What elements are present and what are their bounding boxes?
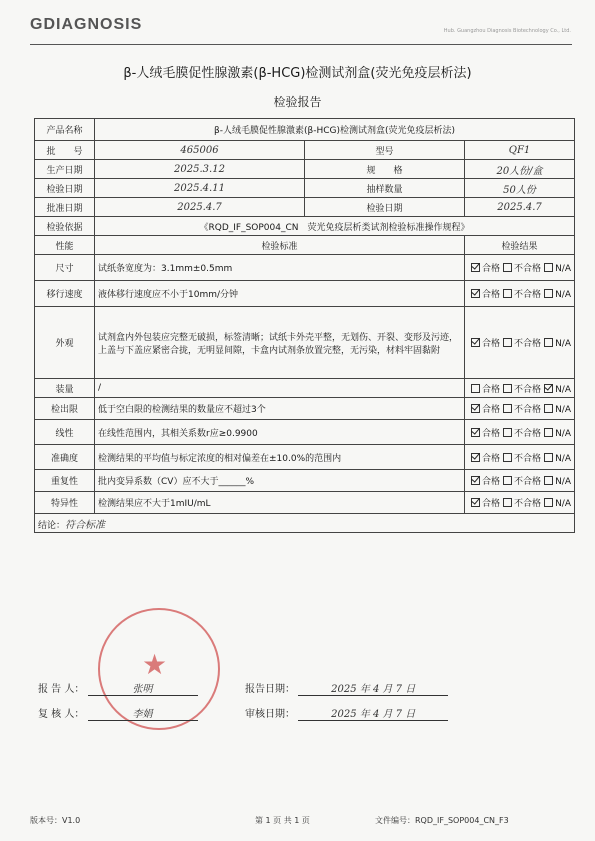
product-name-row <box>35 119 575 141</box>
result-standard: 检测结果应不大于1mIU/mL <box>95 492 465 514</box>
result-checkboxes <box>465 420 575 445</box>
review-date-value: 2025 年 4 月 7 日 <box>298 705 448 721</box>
inspect-date-row <box>35 179 575 198</box>
standard-header: 检验标准 <box>95 236 465 255</box>
reporter-signature: 张明 <box>88 680 198 696</box>
na-checkbox-label: N/A <box>555 428 571 439</box>
pass-checkbox-label: 合格 <box>482 499 501 509</box>
prod-date-label: 生产日期 <box>35 160 95 179</box>
fail-checkbox[interactable] <box>503 476 512 485</box>
fail-checkbox[interactable] <box>503 289 512 298</box>
na-checkbox-label: N/A <box>555 264 571 274</box>
result-standard: / <box>95 379 465 398</box>
result-item: 尺寸 <box>35 255 95 281</box>
result-checkboxes <box>465 281 575 307</box>
batch-value: 465006 <box>95 141 305 160</box>
report-date-value: 2025 年 4 月 7 日 <box>298 680 448 696</box>
spec-label: 规 格 <box>305 160 465 179</box>
na-checkbox-label: N/A <box>555 499 571 509</box>
batch-row <box>35 141 575 160</box>
results-header-row <box>35 236 575 255</box>
result-item: 外观 <box>35 307 95 379</box>
reviewer-signature: 李娟 <box>88 705 198 721</box>
pass-checkbox[interactable] <box>471 453 480 462</box>
reviewer-label: 复 核 人： <box>38 709 85 720</box>
reporter-label: 报 告 人： <box>38 684 85 695</box>
fail-checkbox[interactable] <box>503 498 512 507</box>
company-name-en: Hub. Guangzhou Diagnosis Biotechnology Co., Ltd. <box>443 28 571 34</box>
review-date-line <box>245 705 448 721</box>
fail-checkbox-label: 不合格 <box>514 339 542 349</box>
result-checkboxes <box>465 492 575 514</box>
pass-checkbox-label: 合格 <box>482 477 501 487</box>
fail-checkbox[interactable] <box>503 338 512 347</box>
fail-checkbox-label: 不合格 <box>514 384 542 395</box>
inspect-date-value: 2025.4.11 <box>95 179 305 198</box>
fail-checkbox[interactable] <box>503 404 512 413</box>
fail-checkbox[interactable] <box>503 384 512 393</box>
fail-checkbox-label: 不合格 <box>514 477 542 487</box>
result-checkboxes <box>465 470 575 492</box>
result-checkboxes <box>465 379 575 398</box>
na-checkbox[interactable] <box>544 404 553 413</box>
na-checkbox[interactable] <box>544 453 553 462</box>
na-checkbox[interactable] <box>544 338 553 347</box>
inspection-table <box>34 118 575 533</box>
result-item: 特异性 <box>35 492 95 514</box>
sample-qty-value: 50人份 <box>465 179 575 198</box>
result-row <box>35 379 575 398</box>
result-standard: 在线性范围内，其相关系数r应≥0.9900 <box>95 420 465 445</box>
fail-checkbox[interactable] <box>503 453 512 462</box>
fail-checkbox-label: 不合格 <box>514 453 542 464</box>
conclusion-value: 符合标准 <box>65 519 106 531</box>
basis-value: 《RQD_IF_SOP004_CN 荧光免疫层析类试剂检验标准操作规程》 <box>95 217 575 236</box>
expiry-value: 2025.4.7 <box>95 198 305 217</box>
inspect-date-label: 检验日期 <box>35 179 95 198</box>
report-date-label: 报告日期： <box>245 684 295 695</box>
seal-star-icon: ★ <box>142 648 168 681</box>
result-standard: 试纸条宽度为：3.1mm±0.5mm <box>95 255 465 281</box>
na-checkbox[interactable] <box>544 498 553 507</box>
result-standard: 检测结果的平均值与标定浓度的相对偏差在±10.0%的范围内 <box>95 445 465 470</box>
fail-checkbox-label: 不合格 <box>514 499 542 509</box>
product-name-label: 产品名称 <box>35 119 95 141</box>
result-checkboxes <box>465 255 575 281</box>
result-row <box>35 420 575 445</box>
fail-checkbox-label: 不合格 <box>514 405 542 415</box>
result-standard: 试剂盒内外包装应完整无破损，标签清晰；试纸卡外壳平整，无划伤、开裂、变形及污迹，上盖与下盖应紧密合拢，无明显间隙，卡盒内试剂条放置完整，无污染，材料牢固黏附 <box>95 307 465 379</box>
pass-checkbox-label: 合格 <box>482 405 501 415</box>
na-checkbox[interactable] <box>544 476 553 485</box>
result-row <box>35 470 575 492</box>
fail-checkbox-label: 不合格 <box>514 428 542 439</box>
document-number: 文件编号：RQD_IF_SOP004_CN_F3 <box>375 816 509 825</box>
spec-value: 20人份/盒 <box>465 160 575 179</box>
reviewer-line <box>38 705 198 721</box>
result-item: 线性 <box>35 420 95 445</box>
na-checkbox-label: N/A <box>555 384 571 395</box>
conclusion-cell <box>35 514 575 533</box>
result-standard: 批内变异系数（CV）应不大于______% <box>95 470 465 492</box>
batch-label: 批 号 <box>35 141 95 160</box>
pass-checkbox[interactable] <box>471 289 480 298</box>
pass-checkbox-label: 合格 <box>482 290 501 300</box>
na-checkbox[interactable] <box>544 384 553 393</box>
result-checkboxes <box>465 445 575 470</box>
result-row <box>35 307 575 379</box>
result-item: 重复性 <box>35 470 95 492</box>
result-standard: 液体移行速度应不小于10mm/分钟 <box>95 281 465 307</box>
fail-checkbox[interactable] <box>503 263 512 272</box>
result-header: 检验结果 <box>465 236 575 255</box>
result-row <box>35 492 575 514</box>
product-name-value: β-人绒毛膜促性腺激素(β-HCG)检测试剂盒(荧光免疫层析法) <box>95 119 575 141</box>
prod-date-value: 2025.3.12 <box>95 160 305 179</box>
na-checkbox-label: N/A <box>555 339 571 349</box>
na-checkbox[interactable] <box>544 428 553 437</box>
item-header: 性能 <box>35 236 95 255</box>
result-standard: 低于空白限的检测结果的数量应不超过3个 <box>95 398 465 420</box>
result-row <box>35 255 575 281</box>
check-date-value: 2025.4.7 <box>465 198 575 217</box>
na-checkbox-label: N/A <box>555 405 571 415</box>
pass-checkbox-label: 合格 <box>482 264 501 274</box>
pass-checkbox[interactable] <box>471 263 480 272</box>
result-checkboxes <box>465 307 575 379</box>
result-checkboxes <box>465 398 575 420</box>
document-title: β-人绒毛膜促性腺激素(β-HCG)检测试剂盒(荧光免疫层析法) <box>123 66 472 81</box>
report-date-line <box>245 680 448 696</box>
fail-checkbox-label: 不合格 <box>514 290 542 300</box>
page-number: 第 1 页 共 1 页 <box>255 816 310 825</box>
report-subtitle: 检验报告 <box>273 95 322 109</box>
basis-label: 检验依据 <box>35 217 95 236</box>
result-row <box>35 281 575 307</box>
result-item: 检出限 <box>35 398 95 420</box>
review-date-label: 审核日期： <box>245 709 295 720</box>
na-checkbox-label: N/A <box>555 477 571 487</box>
pass-checkbox-label: 合格 <box>482 453 501 464</box>
fail-checkbox[interactable] <box>503 428 512 437</box>
na-checkbox-label: N/A <box>555 290 571 300</box>
result-item: 移行速度 <box>35 281 95 307</box>
fail-checkbox-label: 不合格 <box>514 264 542 274</box>
pass-checkbox[interactable] <box>471 384 480 393</box>
na-checkbox-label: N/A <box>555 453 571 464</box>
sample-qty-label: 抽样数量 <box>305 179 465 198</box>
version-number: 版本号：V1.0 <box>30 816 81 825</box>
pass-checkbox[interactable] <box>471 404 480 413</box>
na-checkbox[interactable] <box>544 263 553 272</box>
pass-checkbox[interactable] <box>471 428 480 437</box>
model-label: 型号 <box>305 141 465 160</box>
result-row <box>35 398 575 420</box>
pass-checkbox-label: 合格 <box>482 428 501 439</box>
conclusion-row <box>35 514 575 533</box>
conclusion-label: 结论： <box>38 520 66 531</box>
prod-date-row <box>35 160 575 179</box>
result-item: 装量 <box>35 379 95 398</box>
na-checkbox[interactable] <box>544 289 553 298</box>
expiry-label: 批准日期 <box>35 198 95 217</box>
basis-row <box>35 217 575 236</box>
expiry-row <box>35 198 575 217</box>
pass-checkbox[interactable] <box>471 338 480 347</box>
pass-checkbox[interactable] <box>471 476 480 485</box>
pass-checkbox-label: 合格 <box>482 339 501 349</box>
reporter-line <box>38 680 198 696</box>
pass-checkbox[interactable] <box>471 498 480 507</box>
pass-checkbox-label: 合格 <box>482 384 501 395</box>
company-logo: GDIAGNOSIS <box>30 16 143 33</box>
header-divider <box>30 44 572 45</box>
check-date-label: 检验日期 <box>305 198 465 217</box>
model-value: QF1 <box>465 141 575 160</box>
result-row <box>35 445 575 470</box>
result-item: 准确度 <box>35 445 95 470</box>
